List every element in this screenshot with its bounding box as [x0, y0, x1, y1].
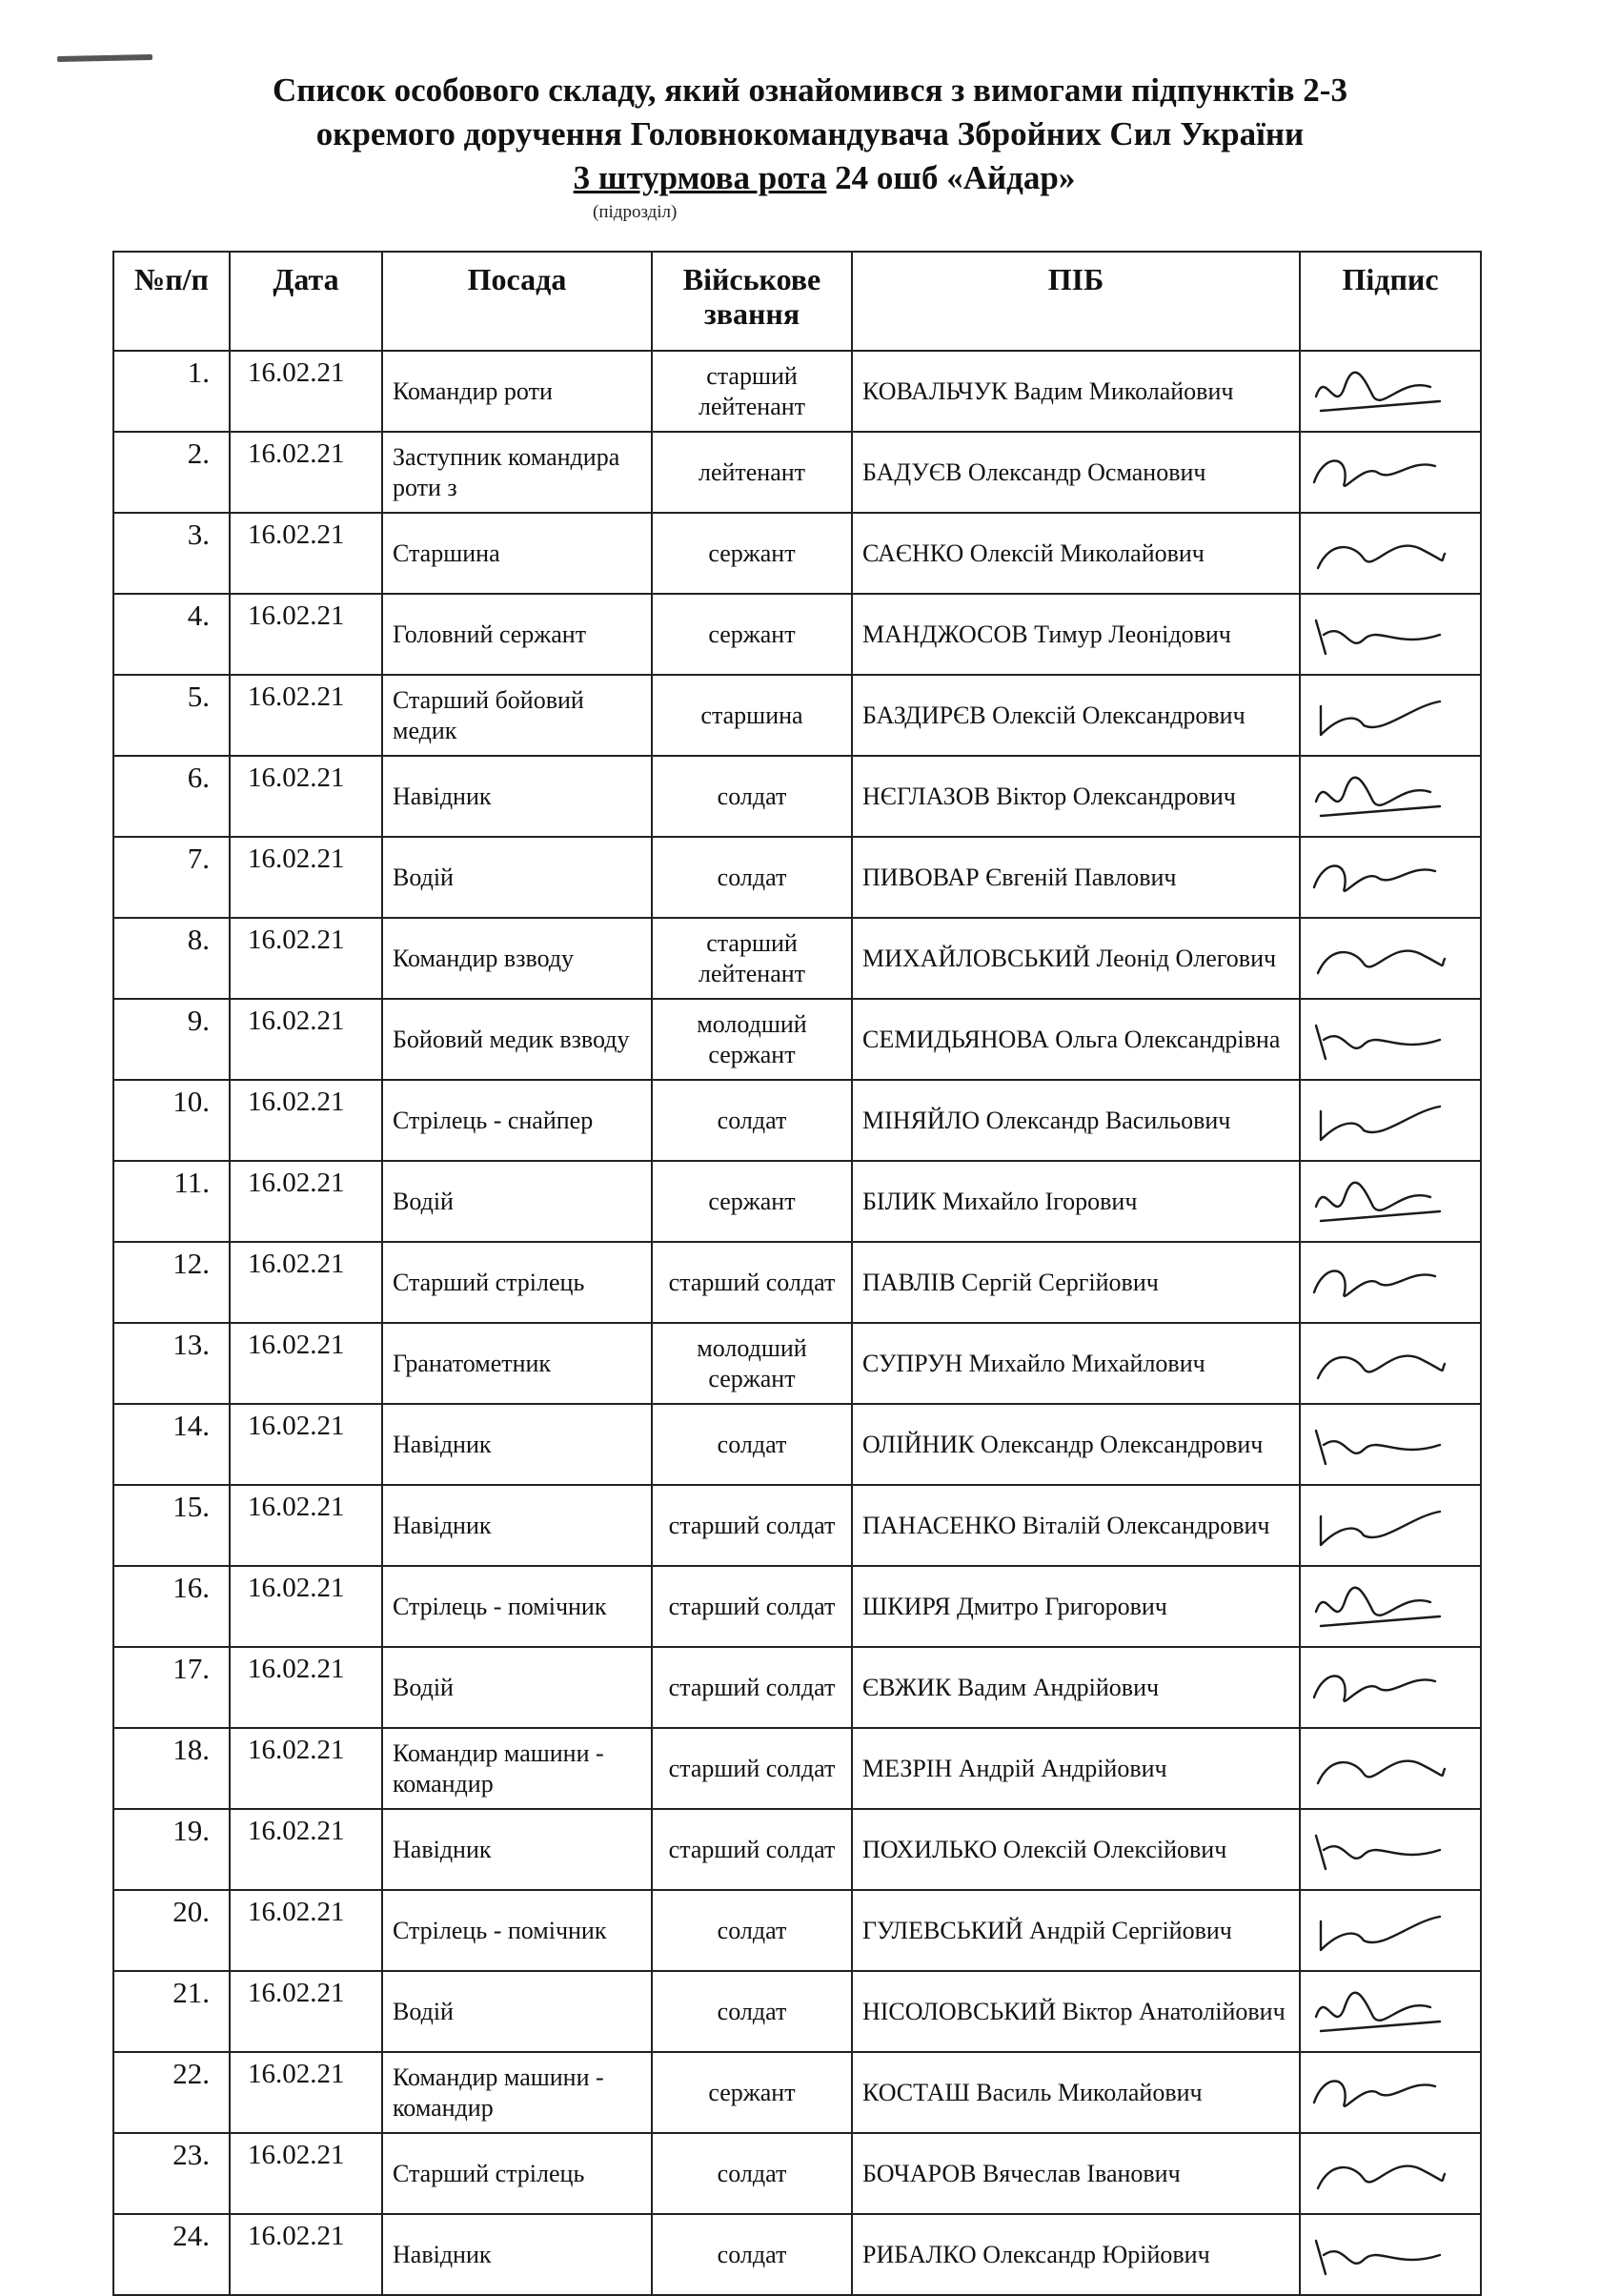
- handwritten-signature: [1306, 2060, 1449, 2126]
- personnel-table: [112, 251, 1482, 2296]
- row-rank: солдат: [652, 1890, 852, 1971]
- row-rank: сержант: [652, 1161, 852, 1242]
- row-rank: старший лейтенант: [652, 918, 852, 999]
- row-date: 16.02.21: [230, 1566, 382, 1647]
- row-number: 11.: [113, 1161, 230, 1242]
- table-row: [113, 1485, 1481, 1566]
- row-full-name: КОВАЛЬЧУК Вадим Миколайович: [852, 351, 1300, 432]
- row-signature: [1300, 351, 1481, 432]
- handwritten-signature: [1306, 1898, 1449, 1964]
- unit-caption: (підрозділ): [593, 202, 678, 222]
- col-header-rank: Військове звання: [652, 252, 852, 351]
- row-date: 16.02.21: [230, 1161, 382, 1242]
- row-position: Водій: [382, 837, 652, 918]
- row-signature: [1300, 1161, 1481, 1242]
- row-number: 4.: [113, 594, 230, 675]
- document-header: [0, 69, 1620, 200]
- row-signature: [1300, 2133, 1481, 2214]
- scan-mark: [57, 54, 152, 62]
- row-signature: [1300, 918, 1481, 999]
- row-date: 16.02.21: [230, 1971, 382, 2052]
- row-rank: старший солдат: [652, 1647, 852, 1728]
- row-date: 16.02.21: [230, 432, 382, 513]
- handwritten-signature: [1306, 601, 1449, 668]
- row-position: Водій: [382, 1647, 652, 1728]
- table-row: [113, 999, 1481, 1080]
- row-number: 16.: [113, 1566, 230, 1647]
- row-position: Бойовий медик взводу: [382, 999, 652, 1080]
- row-full-name: НЄГЛАЗОВ Віктор Олександрович: [852, 756, 1300, 837]
- row-position: Командир машини - командир: [382, 2052, 652, 2133]
- row-date: 16.02.21: [230, 513, 382, 594]
- row-signature: [1300, 837, 1481, 918]
- col-header-date: Дата: [230, 252, 382, 351]
- row-number: 2.: [113, 432, 230, 513]
- row-rank: солдат: [652, 756, 852, 837]
- table-row: [113, 2214, 1481, 2295]
- row-full-name: РИБАЛКО Олександр Юрійович: [852, 2214, 1300, 2295]
- row-signature: [1300, 1809, 1481, 1890]
- row-signature: [1300, 1890, 1481, 1971]
- table-row: [113, 1404, 1481, 1485]
- table-row: [113, 1566, 1481, 1647]
- row-date: 16.02.21: [230, 2214, 382, 2295]
- row-number: 24.: [113, 2214, 230, 2295]
- row-number: 18.: [113, 1728, 230, 1809]
- table-row: [113, 1647, 1481, 1728]
- handwritten-signature: [1306, 763, 1449, 830]
- row-signature: [1300, 513, 1481, 594]
- col-header-position: Посада: [382, 252, 652, 351]
- row-date: 16.02.21: [230, 594, 382, 675]
- row-position: Гранатометник: [382, 1323, 652, 1404]
- handwritten-signature: [1306, 844, 1449, 911]
- row-rank: лейтенант: [652, 432, 852, 513]
- row-full-name: МІНЯЙЛО Олександр Васильович: [852, 1080, 1300, 1161]
- row-position: Водій: [382, 1971, 652, 2052]
- row-number: 1.: [113, 351, 230, 432]
- row-rank: старший лейтенант: [652, 351, 852, 432]
- row-signature: [1300, 1647, 1481, 1728]
- handwritten-signature: [1306, 925, 1449, 992]
- handwritten-signature: [1306, 1168, 1449, 1235]
- row-position: Головний сержант: [382, 594, 652, 675]
- row-position: Старший стрілець: [382, 1242, 652, 1323]
- row-position: Навідник: [382, 1404, 652, 1485]
- row-number: 21.: [113, 1971, 230, 2052]
- row-number: 12.: [113, 1242, 230, 1323]
- row-position: Навідник: [382, 756, 652, 837]
- row-signature: [1300, 1242, 1481, 1323]
- row-number: 10.: [113, 1080, 230, 1161]
- row-rank: сержант: [652, 513, 852, 594]
- row-rank: солдат: [652, 1404, 852, 1485]
- handwritten-signature: [1306, 1736, 1449, 1802]
- handwritten-signature: [1306, 1493, 1449, 1559]
- row-full-name: БІЛИК Михайло Ігорович: [852, 1161, 1300, 1242]
- handwritten-signature: [1306, 1087, 1449, 1154]
- row-rank: сержант: [652, 2052, 852, 2133]
- row-rank: старшина: [652, 675, 852, 756]
- row-full-name: МИХАЙЛОВСЬКИЙ Леонід Олегович: [852, 918, 1300, 999]
- table-row: [113, 513, 1481, 594]
- row-position: Навідник: [382, 1809, 652, 1890]
- row-date: 16.02.21: [230, 1809, 382, 1890]
- row-position: Командир взводу: [382, 918, 652, 999]
- row-date: 16.02.21: [230, 918, 382, 999]
- handwritten-signature: [1306, 1331, 1449, 1397]
- unit-battalion: 24 ошб «Айдар»: [826, 159, 1076, 196]
- row-date: 16.02.21: [230, 1404, 382, 1485]
- row-number: 19.: [113, 1809, 230, 1890]
- row-signature: [1300, 1485, 1481, 1566]
- table-row: [113, 918, 1481, 999]
- handwritten-signature: [1306, 1006, 1449, 1073]
- row-full-name: СУПРУН Михайло Михайлович: [852, 1323, 1300, 1404]
- row-date: 16.02.21: [230, 1890, 382, 1971]
- row-number: 7.: [113, 837, 230, 918]
- table-row: [113, 1728, 1481, 1809]
- row-position: Старший стрілець: [382, 2133, 652, 2214]
- row-number: 13.: [113, 1323, 230, 1404]
- row-position: Старшина: [382, 513, 652, 594]
- row-position: Стрілець - помічник: [382, 1890, 652, 1971]
- row-full-name: ПАВЛІВ Сергій Сергійович: [852, 1242, 1300, 1323]
- row-date: 16.02.21: [230, 1080, 382, 1161]
- unit-name: 3 штурмова рота: [573, 159, 827, 196]
- row-full-name: ПОХИЛЬКО Олексій Олексійович: [852, 1809, 1300, 1890]
- row-date: 16.02.21: [230, 351, 382, 432]
- row-full-name: БАДУЄВ Олександр Османович: [852, 432, 1300, 513]
- table-row: [113, 432, 1481, 513]
- table-row: [113, 756, 1481, 837]
- row-date: 16.02.21: [230, 675, 382, 756]
- row-number: 8.: [113, 918, 230, 999]
- row-position: Стрілець - помічник: [382, 1566, 652, 1647]
- handwritten-signature: [1306, 1655, 1449, 1721]
- table-row: [113, 2052, 1481, 2133]
- row-full-name: НІСОЛОВСЬКИЙ Віктор Анатолійович: [852, 1971, 1300, 2052]
- row-signature: [1300, 1323, 1481, 1404]
- row-rank: солдат: [652, 837, 852, 918]
- row-date: 16.02.21: [230, 999, 382, 1080]
- row-signature: [1300, 756, 1481, 837]
- title-line-2: окремого доручення Головнокомандувача Збройних Сил України: [315, 115, 1305, 152]
- handwritten-signature: [1306, 358, 1449, 425]
- row-signature: [1300, 1971, 1481, 2052]
- row-signature: [1300, 2052, 1481, 2133]
- row-full-name: ШКИРЯ Дмитро Григорович: [852, 1566, 1300, 1647]
- table-row: [113, 351, 1481, 432]
- row-signature: [1300, 2214, 1481, 2295]
- col-header-name: ПІБ: [852, 252, 1300, 351]
- row-date: 16.02.21: [230, 1242, 382, 1323]
- row-number: 23.: [113, 2133, 230, 2214]
- row-number: 3.: [113, 513, 230, 594]
- row-full-name: ГУЛЕВСЬКИЙ Андрій Сергійович: [852, 1890, 1300, 1971]
- row-signature: [1300, 432, 1481, 513]
- table-row: [113, 1971, 1481, 2052]
- row-rank: солдат: [652, 2214, 852, 2295]
- row-date: 16.02.21: [230, 1485, 382, 1566]
- table-row: [113, 837, 1481, 918]
- handwritten-signature: [1306, 1979, 1449, 2045]
- handwritten-signature: [1306, 2141, 1449, 2207]
- table-header-row: [113, 252, 1481, 351]
- row-position: Водій: [382, 1161, 652, 1242]
- row-full-name: МЕЗРІН Андрій Андрійович: [852, 1728, 1300, 1809]
- table-row: [113, 1323, 1481, 1404]
- row-signature: [1300, 999, 1481, 1080]
- row-position: Заступник командира роти з: [382, 432, 652, 513]
- table-row: [113, 594, 1481, 675]
- table-row: [113, 1890, 1481, 1971]
- row-rank: старший солдат: [652, 1566, 852, 1647]
- table-row: [113, 1809, 1481, 1890]
- row-date: 16.02.21: [230, 1647, 382, 1728]
- row-full-name: СЕМИДЬЯНОВА Ольга Олександрівна: [852, 999, 1300, 1080]
- row-rank: солдат: [652, 1080, 852, 1161]
- handwritten-signature: [1306, 2222, 1449, 2288]
- row-date: 16.02.21: [230, 1323, 382, 1404]
- handwritten-signature: [1306, 1817, 1449, 1883]
- row-number: 6.: [113, 756, 230, 837]
- row-signature: [1300, 1566, 1481, 1647]
- row-full-name: ПИВОВАР Євгеній Павлович: [852, 837, 1300, 918]
- row-number: 17.: [113, 1647, 230, 1728]
- col-header-signature: Підпис: [1300, 252, 1481, 351]
- table-body: [113, 351, 1481, 2295]
- row-number: 20.: [113, 1890, 230, 1971]
- handwritten-signature: [1306, 1574, 1449, 1640]
- row-number: 22.: [113, 2052, 230, 2133]
- unit-line: [29, 156, 1620, 200]
- row-number: 5.: [113, 675, 230, 756]
- row-rank: молодший сержант: [652, 1323, 852, 1404]
- row-signature: [1300, 1404, 1481, 1485]
- handwritten-signature: [1306, 520, 1449, 587]
- row-full-name: ОЛІЙНИК Олександр Олександрович: [852, 1404, 1300, 1485]
- row-rank: старший солдат: [652, 1809, 852, 1890]
- row-number: 14.: [113, 1404, 230, 1485]
- row-date: 16.02.21: [230, 756, 382, 837]
- row-position: Командир роти: [382, 351, 652, 432]
- table-row: [113, 1242, 1481, 1323]
- row-rank: солдат: [652, 1971, 852, 2052]
- row-full-name: БАЗДИРЄВ Олексій Олександрович: [852, 675, 1300, 756]
- row-position: Навідник: [382, 2214, 652, 2295]
- row-full-name: ПАНАСЕНКО Віталій Олександрович: [852, 1485, 1300, 1566]
- col-header-number: №п/п: [113, 252, 230, 351]
- title-line-1: Список особового складу, який ознайомився з вимогами підпунктів 2-3: [273, 71, 1347, 109]
- row-number: 15.: [113, 1485, 230, 1566]
- row-position: Старший бойовий медик: [382, 675, 652, 756]
- table-row: [113, 675, 1481, 756]
- row-rank: старший солдат: [652, 1242, 852, 1323]
- row-position: Навідник: [382, 1485, 652, 1566]
- row-position: Командир машини - командир: [382, 1728, 652, 1809]
- handwritten-signature: [1306, 439, 1449, 506]
- handwritten-signature: [1306, 682, 1449, 749]
- row-rank: старший солдат: [652, 1728, 852, 1809]
- table-row: [113, 1080, 1481, 1161]
- row-date: 16.02.21: [230, 1728, 382, 1809]
- table-row: [113, 2133, 1481, 2214]
- row-rank: солдат: [652, 2133, 852, 2214]
- handwritten-signature: [1306, 1412, 1449, 1478]
- row-signature: [1300, 675, 1481, 756]
- row-full-name: БОЧАРОВ Вячеслав Іванович: [852, 2133, 1300, 2214]
- row-signature: [1300, 1080, 1481, 1161]
- row-full-name: КОСТАШ Василь Миколайович: [852, 2052, 1300, 2133]
- table-row: [113, 1161, 1481, 1242]
- row-position: Стрілець - снайпер: [382, 1080, 652, 1161]
- row-rank: сержант: [652, 594, 852, 675]
- row-rank: молодший сержант: [652, 999, 852, 1080]
- row-date: 16.02.21: [230, 2052, 382, 2133]
- row-full-name: МАНДЖОСОВ Тимур Леонідович: [852, 594, 1300, 675]
- row-date: 16.02.21: [230, 837, 382, 918]
- row-full-name: САЄНКО Олексій Миколайович: [852, 513, 1300, 594]
- row-full-name: ЄВЖИК Вадим Андрійович: [852, 1647, 1300, 1728]
- handwritten-signature: [1306, 1250, 1449, 1316]
- row-number: 9.: [113, 999, 230, 1080]
- row-date: 16.02.21: [230, 2133, 382, 2214]
- row-signature: [1300, 1728, 1481, 1809]
- row-signature: [1300, 594, 1481, 675]
- row-rank: старший солдат: [652, 1485, 852, 1566]
